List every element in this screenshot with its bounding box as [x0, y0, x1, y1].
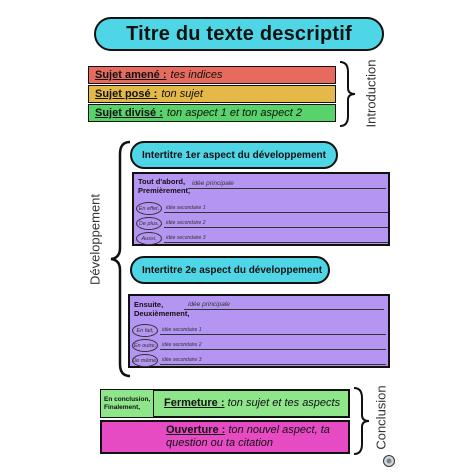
- intro-row-hint: tes indices: [170, 69, 223, 81]
- conclusion-brace-icon: [352, 386, 372, 456]
- intro-row-sujet-pose: [88, 85, 336, 103]
- conclusion-lead: En conclusion, Finalement,: [104, 395, 151, 411]
- intro-row-label: Sujet divisé :: [95, 107, 163, 119]
- aspect1-connector-1: En effet,: [136, 202, 162, 215]
- development-label: Développement: [87, 193, 103, 286]
- intro-row-hint: ton sujet: [161, 88, 203, 100]
- aspect2-main-idea: idée principale: [184, 301, 384, 310]
- aspect1-paragraph-box: [132, 172, 390, 246]
- badge-logo-icon: [383, 455, 395, 467]
- aspect1-connector-2: De plus,: [136, 217, 162, 230]
- aspect1-subtitle-text: Intertitre 1er aspect du développement: [142, 149, 326, 161]
- aspect2-connector-1: En fait,: [132, 324, 158, 337]
- aspect2-subtitle-text: Intertitre 2e aspect du développement: [142, 264, 323, 276]
- aspect2-secondary-3: idée secondaire 3: [160, 357, 386, 365]
- aspect2-secondary-1: idée secondaire 1: [160, 327, 386, 335]
- aspect1-subtitle: [130, 141, 338, 169]
- intro-row-label: Sujet amené :: [95, 69, 167, 81]
- intro-row-sujet-amene: [88, 66, 336, 84]
- document-title: [94, 17, 384, 51]
- closing-label: Fermeture :: [164, 397, 225, 409]
- opening-text: [166, 424, 336, 449]
- introduction-label: Introduction: [363, 59, 379, 128]
- aspect1-connector-3: Aussi,: [136, 232, 162, 245]
- conclusion-lead-box: [100, 389, 154, 418]
- aspect2-connector-3: De même,: [132, 354, 158, 367]
- closing-hint: ton sujet et tes aspects: [227, 397, 341, 409]
- aspect2-lead: Ensuite, Deuxièmement,: [134, 300, 190, 318]
- closing-text: [164, 397, 340, 409]
- aspect1-secondary-1: idée secondaire 1: [164, 205, 388, 213]
- opening-hint: ton nouvel aspect, ta question ou ta citation: [166, 424, 330, 449]
- aspect1-main-idea: idée principale: [188, 180, 386, 189]
- introduction-brace-icon: [338, 60, 358, 128]
- opening-label: Ouverture :: [166, 424, 226, 436]
- aspect2-paragraph-box: [128, 294, 390, 368]
- title-text: Titre du texte descriptif: [126, 22, 352, 45]
- conclusion-label: Conclusion: [373, 385, 389, 450]
- aspect1-lead: Tout d'abord, Premièrement,: [138, 177, 191, 195]
- intro-row-label: Sujet posé :: [95, 88, 158, 100]
- aspect2-subtitle: [130, 256, 330, 284]
- intro-row-hint: ton aspect 1 et ton aspect 2: [166, 107, 303, 119]
- aspect1-secondary-3: idée secondaire 3: [164, 235, 388, 243]
- intro-row-sujet-divise: [88, 104, 336, 122]
- aspect1-secondary-2: idée secondaire 2: [164, 220, 388, 228]
- aspect2-secondary-2: idée secondaire 2: [160, 342, 386, 350]
- conclusion-opening-row: [100, 420, 350, 454]
- aspect2-connector-2: En outre,: [132, 339, 158, 352]
